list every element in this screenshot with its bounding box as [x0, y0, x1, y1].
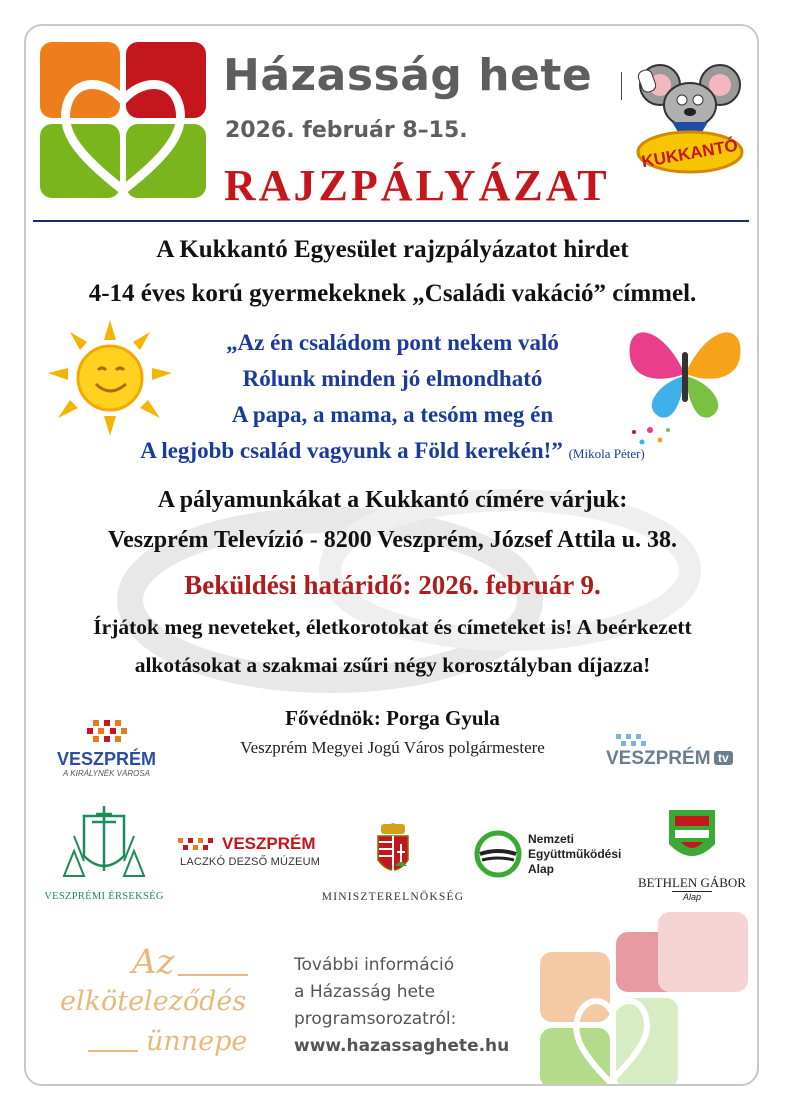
header-divider	[33, 220, 749, 222]
patron-title: Fővédnök: Porga Gyula	[285, 706, 500, 730]
mascot-label: KUKKANTÓ	[640, 135, 740, 172]
info-url[interactable]: www.hazassaghete.hu	[294, 1036, 510, 1056]
footer-info	[294, 952, 509, 1060]
veszprem-tv-logo	[602, 734, 752, 774]
bga-logo	[632, 806, 752, 906]
poem-line-3: A papa, a mama, a tesóm meg én	[231, 402, 554, 427]
bga-sub: Alap	[672, 891, 712, 902]
archdiocese-logo	[34, 806, 174, 906]
logo-tile-green-left	[40, 124, 120, 198]
slogan-line-3: ünnepe	[146, 1026, 248, 1057]
nea-circle-icon	[472, 828, 524, 880]
logo-tile-orange	[40, 42, 120, 118]
museum-name-top: VESZPRÉM	[222, 834, 316, 853]
ministry-name: MINISZTERELNÖKSÉG	[321, 891, 465, 903]
instructions-line-1: Írjátok meg neveteket, életkorotokat és címeteket is! A beérkezett	[93, 615, 692, 639]
info-line-2: a Házasság hete	[294, 982, 436, 1002]
archdiocese-crest-icon	[54, 806, 154, 886]
veszprem-city-sub: A KIRÁLYNÉK VÁROSA	[63, 769, 150, 778]
event-title: Házasság hete	[223, 50, 593, 101]
slogan-line-1: Az	[132, 942, 175, 982]
veszprem-city-name: VESZPRÉM	[56, 749, 157, 769]
intro-line-1: A Kukkantó Egyesület rajzpályázatot hirdet	[156, 236, 629, 263]
title-separator	[621, 72, 622, 100]
poem-line-4: A legjobb család vagyunk a Föld kerekén!”	[140, 438, 563, 463]
museum-name-bottom: LACZKÓ DEZSŐ MÚZEUM	[180, 856, 321, 868]
hazassag-hete-logo	[38, 40, 208, 200]
archdiocese-name: VESZPRÉMI ÉRSEKSÉG	[44, 891, 164, 902]
instructions-line-2: alkotásokat a szakmai zsűri négy korosztályban díjazza!	[134, 653, 651, 677]
museum-crown-icon	[176, 838, 220, 852]
footer-decor-logo	[520, 912, 760, 1084]
museum-logo	[176, 834, 336, 874]
slogan-line-1-rule	[178, 974, 248, 976]
footer-slogan	[60, 942, 280, 1072]
info-line-3: programsorozatról:	[294, 1009, 457, 1029]
poem-line-1: „Az én családom pont nekem való	[226, 330, 559, 355]
poem-line-4-wrapper	[0, 438, 785, 464]
patron-subtitle: Veszprém Megyei Jogú Város polgármestere	[240, 738, 545, 757]
slogan-line-3-rule	[88, 1050, 138, 1052]
nea-logo	[472, 828, 622, 882]
address-line-1: A pályamunkákat a Kukkantó címére várjuk:	[157, 487, 628, 513]
event-date: 2026. február 8–15.	[225, 118, 468, 143]
nea-line-1: Nemzeti	[528, 832, 575, 846]
nea-line-2: Együttműködési	[528, 847, 622, 861]
veszprem-tv-crown-icon	[612, 734, 652, 748]
hungarian-coat-of-arms-icon	[373, 822, 413, 880]
nea-line-3: Alap	[528, 862, 555, 876]
veszprem-tv-name: VESZPRÉM	[606, 748, 711, 769]
ministry-logo	[318, 822, 468, 912]
poem-line-2: Rólunk minden jó elmondható	[242, 366, 543, 391]
veszprem-city-logo	[44, 718, 169, 780]
slogan-line-2: elköteleződés	[60, 986, 247, 1017]
contest-title: RAJZPÁLYÁZAT	[224, 161, 610, 210]
veszprem-crown-icon	[77, 718, 137, 744]
logo-tile-green-right	[126, 124, 206, 198]
kukkanto-mascot-logo	[630, 60, 750, 180]
poem-author: (Mikola Péter)	[568, 446, 645, 461]
info-line-1: További információ	[294, 955, 455, 975]
veszprem-tv-badge: tv	[714, 751, 733, 765]
bga-name: BETHLEN GÁBOR	[638, 875, 746, 890]
intro-line-2: 4-14 éves korú gyermekeknek „Családi vakáció” címmel.	[88, 280, 697, 307]
bga-shield-icon	[663, 806, 721, 868]
deadline: Beküldési határidő: 2026. február 9.	[184, 570, 601, 600]
address-line-2: Veszprém Televízió - 8200 Veszprém, József Attila u. 38.	[107, 527, 678, 553]
logo-tile-red	[126, 42, 206, 118]
